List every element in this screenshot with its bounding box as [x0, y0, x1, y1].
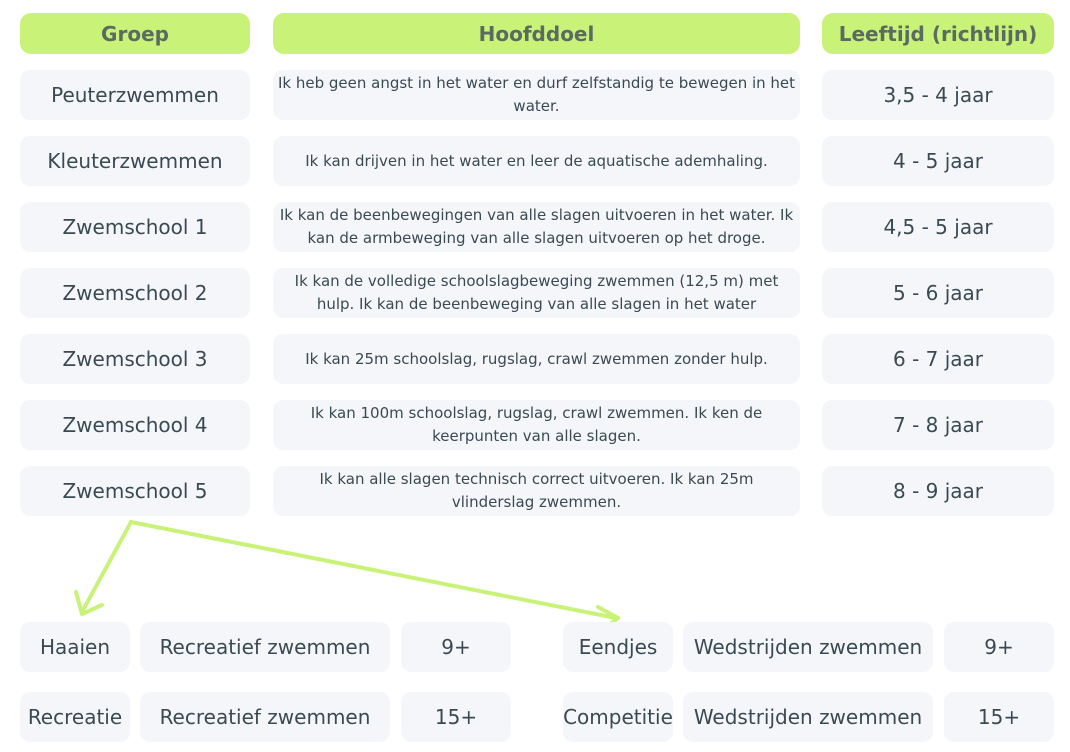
- row-doel: Ik kan drijven in het water en leer de aquatische ademhaling.: [273, 136, 800, 186]
- row-groep: Peuterzwemmen: [20, 70, 250, 120]
- branch-leeftijd: 9+: [944, 622, 1054, 672]
- branch-groep-haaien: Haaien: [20, 622, 130, 672]
- row-groep: Kleuterzwemmen: [20, 136, 250, 186]
- branch-leeftijd: 15+: [944, 692, 1054, 742]
- row-doel: Ik heb geen angst in het water en durf zelfstandig te bewegen in het water.: [273, 70, 800, 120]
- row-doel: Ik kan 25m schoolslag, rugslag, crawl zwemmen zonder hulp.: [273, 334, 800, 384]
- row-doel: Ik kan 100m schoolslag, rugslag, crawl zwemmen. Ik ken de keerpunten van alle slagen.: [273, 400, 800, 450]
- row-leeftijd: 8 - 9 jaar: [822, 466, 1054, 516]
- row-groep: Zwemschool 1: [20, 202, 250, 252]
- row-groep: Zwemschool 4: [20, 400, 250, 450]
- branch-groep-eendjes: Eendjes: [563, 622, 673, 672]
- row-doel: Ik kan alle slagen technisch correct uitvoeren. Ik kan 25m vlinderslag zwemmen.: [273, 466, 800, 516]
- row-doel: Ik kan de volledige schoolslagbeweging zwemmen (12,5 m) met hulp. Ik kan de beenbeweging van alle slagen in het water: [273, 268, 800, 318]
- branch-type: Recreatief zwemmen: [140, 692, 390, 742]
- arrow-right-branch-icon: [131, 522, 618, 631]
- header-leeftijd: Leeftijd (richtlijn): [822, 13, 1054, 54]
- branch-type: Wedstrijden zwemmen: [683, 692, 933, 742]
- row-leeftijd: 7 - 8 jaar: [822, 400, 1054, 450]
- row-groep: Zwemschool 3: [20, 334, 250, 384]
- row-groep: Zwemschool 5: [20, 466, 250, 516]
- branch-type: Recreatief zwemmen: [140, 622, 390, 672]
- branch-leeftijd: 15+: [401, 692, 511, 742]
- arrow-left-branch-icon: [76, 522, 131, 614]
- header-groep: Groep: [20, 13, 250, 54]
- row-leeftijd: 3,5 - 4 jaar: [822, 70, 1054, 120]
- row-doel: Ik kan de beenbewegingen van alle slagen uitvoeren in het water. Ik kan de armbeweging van alle slagen uitvoeren op het droge.: [273, 202, 800, 252]
- branch-groep-recreatie: Recreatie: [20, 692, 130, 742]
- row-groep: Zwemschool 2: [20, 268, 250, 318]
- header-hoofddoel: Hoofddoel: [273, 13, 800, 54]
- row-leeftijd: 4,5 - 5 jaar: [822, 202, 1054, 252]
- branch-type: Wedstrijden zwemmen: [683, 622, 933, 672]
- branch-groep-competitie: Competitie: [563, 692, 673, 742]
- row-leeftijd: 5 - 6 jaar: [822, 268, 1054, 318]
- branch-leeftijd: 9+: [401, 622, 511, 672]
- row-leeftijd: 6 - 7 jaar: [822, 334, 1054, 384]
- row-leeftijd: 4 - 5 jaar: [822, 136, 1054, 186]
